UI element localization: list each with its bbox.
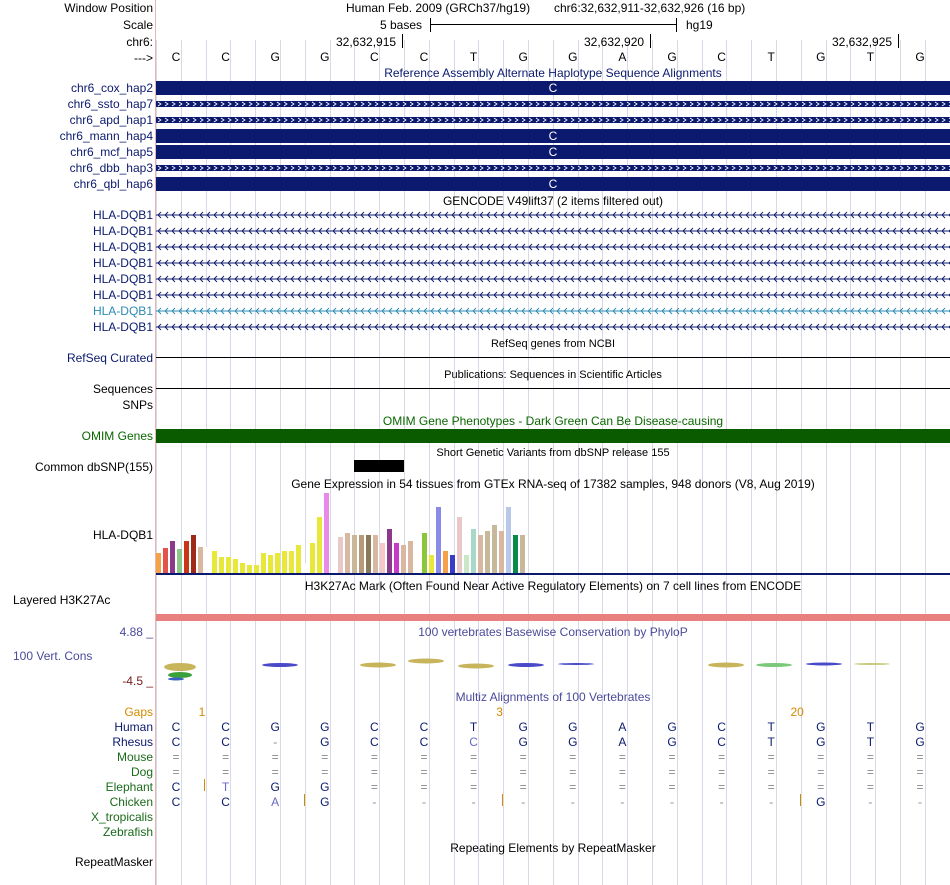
- alignment-base: =: [817, 780, 825, 794]
- coord-label: 32,632,920: [584, 35, 645, 49]
- gencode-track-title[interactable]: GENCODE V49lift37 (2 items filtered out): [442, 194, 664, 208]
- alignment-base: =: [767, 750, 775, 764]
- alignment-base: G: [320, 720, 330, 734]
- alignment-base: =: [866, 750, 874, 764]
- omim-label[interactable]: OMIM Genes: [81, 429, 153, 443]
- scale-bar-left-tick: [430, 18, 431, 32]
- alignment-base: =: [222, 750, 230, 764]
- gtex-tissue-bar[interactable]: [198, 547, 203, 573]
- gap-marker: [800, 794, 801, 806]
- alignment-base: T: [767, 720, 775, 734]
- reference-base: G: [816, 50, 826, 64]
- omim-track-title[interactable]: OMIM Gene Phenotypes - Dark Green Can Be Disease-causing: [382, 414, 724, 428]
- alt-hap-label[interactable]: chr6_mcf_hap5: [70, 145, 153, 159]
- gtex-tissue-bar[interactable]: [205, 547, 210, 573]
- scale-bar: [430, 24, 676, 25]
- strand-label: --->: [134, 51, 153, 65]
- alignment-base: =: [519, 765, 527, 779]
- reference-base: G: [518, 50, 528, 64]
- gtex-tissue-bar[interactable]: [156, 553, 161, 573]
- gtex-tissue-bar[interactable]: [492, 525, 497, 573]
- gencode-transcript[interactable]: [156, 211, 950, 219]
- dbsnp-label[interactable]: Common dbSNP(155): [34, 460, 153, 474]
- alt-hap-label[interactable]: chr6_ssto_hap7: [67, 97, 153, 111]
- reference-base: A: [618, 50, 627, 64]
- gtex-tissue-bar[interactable]: [352, 535, 357, 573]
- reference-base: C: [171, 50, 181, 64]
- position-title: chr6:32,632,911-32,632,926 (16 bp): [554, 1, 746, 15]
- alignment-base: =: [668, 765, 676, 779]
- alignment-base: -: [719, 795, 724, 809]
- alignment-base: T: [866, 735, 875, 749]
- alignment-base: C: [171, 720, 181, 734]
- assembly-title: Human Feb. 2009 (GRCh37/hg19): [346, 1, 531, 15]
- gtex-tissue-bar[interactable]: [457, 517, 462, 573]
- coord-label: 32,632,915: [336, 35, 397, 49]
- alignment-base: T: [469, 720, 478, 734]
- alignment-base: G: [816, 795, 826, 809]
- alignment-base: C: [221, 795, 230, 809]
- gtex-tissue-bar[interactable]: [436, 507, 441, 573]
- h3k27ac-label[interactable]: Layered H3K27Ac: [13, 593, 111, 607]
- cons-min-label: -4.5 _: [122, 674, 153, 688]
- alignment-base: G: [320, 780, 330, 794]
- alt-hap-bar[interactable]: C: [156, 81, 950, 95]
- alignment-base: G: [518, 720, 528, 734]
- alignment-base: C: [221, 735, 230, 749]
- reference-base: C: [717, 50, 726, 64]
- reference-base: T: [866, 50, 875, 64]
- alignment-base: =: [470, 780, 478, 794]
- alignment-base: =: [618, 780, 626, 794]
- alignment-base: C: [171, 735, 181, 749]
- alignment-base: =: [321, 765, 329, 779]
- alignment-base: =: [519, 750, 527, 764]
- gencode-transcript[interactable]: [156, 307, 950, 315]
- gtex-tissue-bar[interactable]: [506, 507, 511, 573]
- alignment-base: C: [419, 735, 429, 749]
- gtex-tissue-bar[interactable]: [303, 563, 308, 573]
- coord-tick: [898, 34, 899, 48]
- gtex-tissue-bar[interactable]: [387, 529, 392, 573]
- gtex-tissue-bar[interactable]: [485, 531, 490, 573]
- coord-tick: [650, 34, 651, 48]
- gtex-tissue-bar[interactable]: [177, 549, 182, 573]
- gtex-tissue-bar[interactable]: [184, 541, 189, 573]
- coord-tick: [402, 34, 403, 48]
- species-label-chicken: Chicken: [109, 795, 153, 809]
- gtex-tissue-bar[interactable]: [170, 541, 175, 573]
- alignment-base: =: [271, 750, 279, 764]
- gtex-baseline: [156, 573, 950, 575]
- alignment-base: G: [915, 720, 925, 734]
- alignment-base: C: [717, 735, 726, 749]
- alignment-base: -: [570, 795, 575, 809]
- gap-marker: [502, 794, 503, 806]
- refseq-line: [156, 357, 950, 358]
- cons-name-label[interactable]: 100 Vert. Cons: [13, 649, 93, 663]
- gtex-tissue-bar[interactable]: [450, 555, 455, 573]
- alignment-base: =: [420, 765, 428, 779]
- multiz-track-title[interactable]: Multiz Alignments of 100 Vertebrates: [455, 690, 651, 704]
- publications-line: [156, 388, 950, 389]
- alignment-base: G: [667, 720, 677, 734]
- alignment-base: C: [370, 735, 379, 749]
- species-label-xtropicalis: X_tropicalis: [90, 810, 153, 824]
- reference-base: C: [419, 50, 429, 64]
- gtex-tissue-bar[interactable]: [373, 535, 378, 573]
- alignment-base: T: [866, 720, 875, 734]
- alt-hap-chevron-row[interactable]: [156, 117, 950, 123]
- gencode-item-label[interactable]: HLA-DQB1: [92, 256, 153, 270]
- repeatmasker-track-title[interactable]: Repeating Elements by RepeatMasker: [450, 841, 656, 855]
- alignment-base: =: [817, 750, 825, 764]
- alt-hap-chevron-row[interactable]: [156, 101, 950, 107]
- sequences-label[interactable]: Sequences: [92, 382, 153, 396]
- species-label-elephant: Elephant: [105, 780, 153, 794]
- gencode-item-label[interactable]: HLA-DQB1: [92, 272, 153, 286]
- alignment-base: =: [569, 750, 577, 764]
- gtex-tissue-bar[interactable]: [408, 541, 413, 573]
- alignment-base: G: [518, 735, 528, 749]
- alignment-base: -: [521, 795, 526, 809]
- alignment-base: =: [370, 750, 378, 764]
- alignment-base: C: [370, 720, 379, 734]
- gencode-item-label[interactable]: HLA-DQB1: [92, 320, 153, 334]
- species-label-rhesus: Rhesus: [112, 735, 153, 749]
- alt-hap-label[interactable]: chr6_qbl_hap6: [73, 177, 153, 191]
- dbsnp-track-title[interactable]: Short Genetic Variants from dbSNP release 155: [436, 447, 670, 459]
- gtex-tissue-bar[interactable]: [212, 551, 217, 573]
- gap-count: 1: [198, 705, 206, 719]
- gencode-item-label[interactable]: HLA-DQB1: [92, 240, 153, 254]
- alt-hap-chevron-row[interactable]: [156, 165, 950, 171]
- alignment-base: G: [816, 720, 826, 734]
- gtex-tissue-bar[interactable]: [317, 517, 322, 573]
- alignment-base: =: [817, 765, 825, 779]
- gtex-tissue-bar[interactable]: [289, 551, 294, 573]
- gtex-tissue-bar[interactable]: [513, 535, 518, 573]
- gtex-tissue-bar[interactable]: [464, 555, 469, 573]
- omim-gene-bar[interactable]: [156, 429, 950, 443]
- alignment-base: =: [569, 765, 577, 779]
- scale-bar-right-tick: [676, 18, 677, 32]
- alignment-base: -: [620, 795, 625, 809]
- species-label-mouse: Mouse: [116, 750, 153, 764]
- alignment-base: G: [816, 735, 826, 749]
- alignment-base: =: [718, 780, 726, 794]
- gencode-item-label[interactable]: HLA-DQB1: [92, 304, 153, 318]
- gtex-tissue-bar[interactable]: [240, 563, 245, 573]
- track-data-area[interactable]: [156, 0, 950, 885]
- gtex-tissue-bar[interactable]: [226, 557, 231, 573]
- alignment-base: =: [569, 780, 577, 794]
- alignment-base: T: [221, 780, 230, 794]
- reference-base: G: [270, 50, 280, 64]
- gtex-track-title[interactable]: Gene Expression in 54 tissues from GTEx RNA-seq of 17382 samples, 948 donors (V8, Aug 2019): [291, 477, 815, 491]
- repeatmasker-label[interactable]: RepeatMasker: [74, 855, 153, 869]
- alt-haps-track-title[interactable]: Reference Assembly Alternate Haplotype Sequence Alignments: [384, 66, 722, 80]
- gtex-tissue-bar[interactable]: [331, 539, 336, 573]
- scale-db-label: hg19: [686, 18, 713, 32]
- alignment-base: -: [422, 795, 426, 809]
- gtex-tissue-bar[interactable]: [275, 553, 280, 573]
- alignment-base: T: [767, 735, 775, 749]
- alignment-base: A: [618, 720, 627, 734]
- gencode-transcript[interactable]: [156, 323, 950, 331]
- alignment-base: =: [618, 765, 626, 779]
- alt-hap-label[interactable]: chr6_mann_hap4: [59, 129, 153, 143]
- gtex-tissue-bar[interactable]: [191, 535, 196, 573]
- alignment-base: =: [866, 765, 874, 779]
- alignment-base: =: [470, 750, 478, 764]
- alignment-base: G: [667, 735, 677, 749]
- reference-base: G: [667, 50, 677, 64]
- gencode-transcript[interactable]: [156, 259, 950, 267]
- reference-base: C: [370, 50, 379, 64]
- alignment-base: =: [916, 750, 924, 764]
- alignment-base: =: [767, 780, 775, 794]
- gencode-transcript[interactable]: [156, 291, 950, 299]
- gtex-tissue-bar[interactable]: [366, 535, 371, 573]
- alignment-base: =: [470, 765, 478, 779]
- gtex-tissue-bar[interactable]: [401, 545, 406, 573]
- gtex-tissue-bar[interactable]: [345, 533, 350, 573]
- gtex-tissue-bar[interactable]: [520, 535, 525, 573]
- alignment-base: C: [171, 795, 181, 809]
- alignment-base: =: [718, 750, 726, 764]
- gencode-item-label[interactable]: HLA-DQB1: [92, 288, 153, 302]
- gtex-tissue-bar[interactable]: [478, 535, 483, 573]
- gtex-tissue-bar[interactable]: [338, 537, 343, 573]
- gtex-tissue-bar[interactable]: [324, 493, 329, 573]
- reference-base: T: [767, 50, 775, 64]
- gtex-tissue-bar[interactable]: [380, 543, 385, 573]
- alignment-base: =: [172, 750, 180, 764]
- gtex-tissue-bar[interactable]: [499, 531, 504, 573]
- gtex-tissue-bar[interactable]: [282, 551, 287, 573]
- alignment-base: C: [469, 735, 478, 749]
- gtex-tissue-bar[interactable]: [219, 557, 224, 573]
- phylop-logo: [156, 655, 950, 685]
- alignment-base: G: [270, 780, 280, 794]
- h3k27ac-signal[interactable]: [156, 614, 950, 621]
- alignment-base: G: [270, 720, 280, 734]
- alt-hap-label[interactable]: chr6_cox_hap2: [70, 81, 153, 95]
- alignment-base: C: [221, 720, 230, 734]
- alignment-base: G: [568, 735, 578, 749]
- gtex-tissue-bar[interactable]: [310, 543, 315, 573]
- gtex-tissue-bar[interactable]: [233, 559, 238, 573]
- coord-label: 32,632,925: [832, 35, 893, 49]
- refseq-label[interactable]: RefSeq Curated: [66, 351, 153, 365]
- snps-label[interactable]: SNPs: [122, 398, 153, 412]
- gencode-item-label[interactable]: HLA-DQB1: [92, 208, 153, 222]
- alt-hap-label[interactable]: chr6_apd_hap1: [69, 113, 153, 127]
- alignment-base: G: [320, 735, 330, 749]
- alt-hap-bar[interactable]: C: [156, 129, 950, 143]
- alignment-base: =: [222, 765, 230, 779]
- scale-bar-label: 5 bases: [380, 18, 423, 32]
- publications-track-title[interactable]: Publications: Sequences in Scientific Articles: [444, 369, 662, 381]
- species-label-zebrafish: Zebrafish: [102, 825, 153, 839]
- gencode-item-label[interactable]: HLA-DQB1: [92, 224, 153, 238]
- alignment-base: -: [670, 795, 674, 809]
- alignment-base: =: [370, 780, 378, 794]
- reference-base: C: [221, 50, 230, 64]
- alignment-base: -: [372, 795, 377, 809]
- alignment-base: C: [171, 780, 181, 794]
- alignment-base: G: [915, 735, 925, 749]
- gtex-tissue-bar[interactable]: [359, 535, 364, 573]
- phylop-track-title[interactable]: 100 vertebrates Basewise Conservation by PhyloP: [418, 625, 688, 639]
- reference-base: G: [915, 50, 925, 64]
- alignment-base: G: [320, 795, 330, 809]
- alignment-base: =: [668, 750, 676, 764]
- gtex-tissue-bar[interactable]: [422, 533, 427, 573]
- alignment-base: -: [918, 795, 922, 809]
- refseq-track-title[interactable]: RefSeq genes from NCBI: [490, 338, 616, 350]
- alignment-base: G: [568, 720, 578, 734]
- alignment-base: A: [618, 735, 627, 749]
- reference-base: T: [469, 50, 478, 64]
- cons-max-label: 4.88 _: [119, 625, 153, 639]
- chrom-label: chr6:: [126, 35, 153, 49]
- window-position-label: Window Position: [64, 1, 153, 15]
- gap-count: 3: [496, 705, 503, 719]
- gtex-tissue-bar[interactable]: [394, 543, 399, 573]
- alignment-base: =: [271, 765, 279, 779]
- gtex-tissue-bar[interactable]: [443, 551, 448, 573]
- alt-hap-label[interactable]: chr6_dbb_hap3: [69, 161, 153, 175]
- species-label-human: Human: [114, 720, 153, 734]
- h3k27ac-track-title[interactable]: H3K27Ac Mark (Often Found Near Active Regulatory Elements) on 7 cell lines from ENCODE: [304, 579, 802, 593]
- gap-count: 20: [790, 705, 804, 719]
- gtex-tissue-bar[interactable]: [254, 565, 259, 573]
- alignment-base: =: [519, 780, 527, 794]
- gtex-tissue-bar[interactable]: [163, 548, 168, 573]
- alt-hap-bar[interactable]: C: [156, 145, 950, 159]
- gtex-tissue-bar[interactable]: [247, 565, 252, 573]
- gtex-tissue-bar[interactable]: [268, 555, 273, 573]
- gtex-tissue-bar[interactable]: [429, 555, 434, 573]
- gap-marker: [304, 794, 305, 806]
- alignment-base: =: [618, 750, 626, 764]
- alignment-base: -: [769, 795, 774, 809]
- scale-label: Scale: [122, 18, 153, 32]
- alignment-base: =: [916, 765, 924, 779]
- gtex-tissue-bar[interactable]: [261, 553, 266, 573]
- alignment-base: -: [471, 795, 476, 809]
- alignment-base: =: [668, 780, 676, 794]
- alignment-base: C: [717, 720, 726, 734]
- alt-hap-bar[interactable]: C: [156, 177, 950, 191]
- gtex-gene-label[interactable]: HLA-DQB1: [92, 528, 153, 542]
- alignment-base: -: [273, 735, 278, 749]
- alignment-base: =: [172, 765, 180, 779]
- gap-marker: [204, 779, 205, 791]
- alignment-base: =: [866, 780, 874, 794]
- alignment-base: C: [419, 720, 429, 734]
- track-label-column: [0, 0, 155, 885]
- species-label-gaps: Gaps: [124, 705, 153, 719]
- gtex-tissue-bar[interactable]: [415, 531, 420, 573]
- reference-base: G: [320, 50, 330, 64]
- alignment-base: =: [370, 765, 378, 779]
- gtex-tissue-bar[interactable]: [296, 545, 301, 573]
- species-label-dog: Dog: [130, 765, 153, 779]
- gencode-transcript[interactable]: [156, 275, 950, 283]
- gencode-transcript[interactable]: [156, 227, 950, 235]
- alignment-base: -: [868, 795, 873, 809]
- gencode-transcript[interactable]: [156, 243, 950, 251]
- alignment-base: =: [767, 765, 775, 779]
- alignment-base: A: [271, 795, 280, 809]
- dbsnp-variant[interactable]: [354, 460, 404, 472]
- gtex-bar-chart[interactable]: [156, 491, 950, 573]
- alignment-base: =: [916, 780, 924, 794]
- alignment-base: =: [420, 750, 428, 764]
- gtex-tissue-bar[interactable]: [471, 529, 476, 573]
- alignment-base: =: [321, 750, 329, 764]
- alignment-base: =: [420, 780, 428, 794]
- alignment-base: =: [718, 765, 726, 779]
- reference-base: G: [568, 50, 578, 64]
